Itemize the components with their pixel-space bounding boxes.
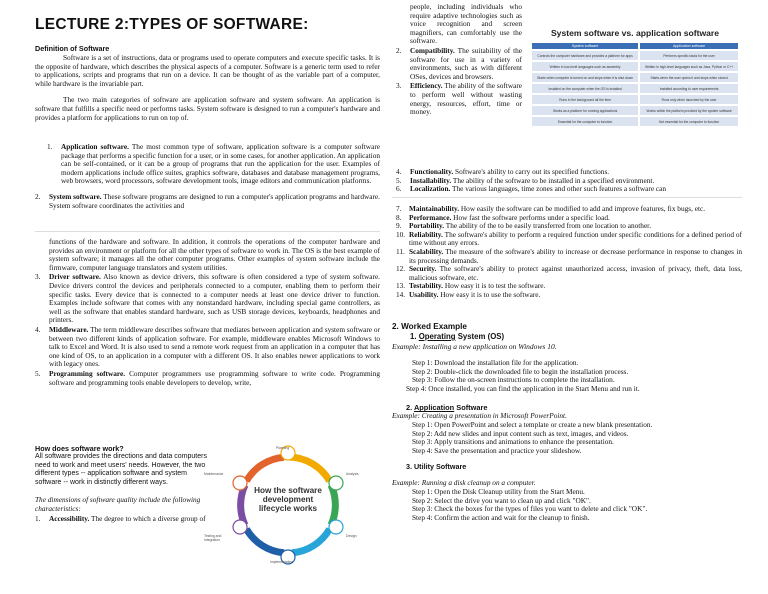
definition-heading: Definition of Software — [35, 44, 110, 53]
step: Step 2: Double-click the downloaded file to begin the installation process. — [412, 366, 629, 376]
item-text: The suitability of the software for use in a variety of environments, such as with different OSes, devices and browsers. — [410, 45, 523, 81]
quality-intro: The dimensions of software quality include the following characteristics: — [35, 495, 201, 513]
table-row: Works as a platform for running applications Works within the platform provided by the system software — [532, 106, 738, 115]
item-text: The ability of the software to perform well without wasting energy, resources, effort, time or money. — [410, 81, 522, 117]
sdlc-diagram — [198, 442, 378, 567]
item-term: Localization. — [410, 185, 451, 194]
worked-example-section — [392, 322, 742, 522]
item-text: How easy it is to use the software. — [440, 289, 541, 299]
definition-section — [35, 44, 380, 122]
figure-title: System software vs. application software — [550, 28, 720, 38]
design-arc — [292, 529, 330, 553]
sdlc-label-testing: Testing and Integration — [204, 534, 222, 542]
item-term: Performance. — [409, 212, 452, 222]
sdlc-label-implementation: Implementation — [270, 560, 294, 564]
os-example: Example: Installing a new application on Windows 10. — [392, 342, 557, 351]
implementation-arc — [246, 529, 284, 553]
table-row: Starts when computer is turned on and stops when it is shut down Starts when the user opens it and stops when closed — [532, 73, 738, 82]
list-item: 8. Performance. How fast the software performs under a specific load. — [396, 212, 610, 222]
item-term: Installability. — [410, 175, 452, 185]
list-item: 14. Usability. How easy it is to use the software. — [396, 289, 541, 299]
app-heading: 2. Application Software — [406, 403, 488, 413]
item-text: The various languages, time zones and other such features a software can — [452, 185, 667, 194]
definition-paragraph-1: Software is a set of instructions, data or programs used to operate computers and execute specific tasks. It is the opposite of hardware, which describes the physical aspects of a computer. Software is a generic term used to refer to applications, scripts and programs that run on a device. It can be thought of as the variable part of a computer, while hardware is the invariable part. — [35, 53, 380, 88]
testing-icon — [233, 520, 247, 534]
software-types-list-continued — [35, 238, 380, 387]
page-break — [35, 231, 380, 232]
item-text: Software's ability to carry out its specified functions. — [455, 167, 610, 176]
item-term: System software. — [49, 191, 102, 201]
list-item: 7. Maintainability. How easily the software can be modified to add and improve features, fix bugs, etc. — [396, 204, 706, 213]
table-row: Written in low-level languages such as assembly Written in high-level languages such as Java, Python or C++ — [532, 62, 738, 71]
table-row: Essential for the computer to function Not essential for the computer to function — [532, 117, 738, 126]
quality-list-part-2 — [396, 205, 742, 300]
how-software-works-section — [35, 444, 207, 523]
app-example: Example: Creating a presentation in Microsoft PowerPoint. — [392, 411, 567, 421]
worked-example-heading: 2. Worked Example — [392, 322, 467, 331]
utility-example: Example: Running a disk cleanup on a computer. — [392, 478, 536, 488]
list-item — [35, 238, 380, 272]
step: Step 3: Apply transitions and animations to enhance the presentation. — [412, 437, 614, 447]
software-types-list — [35, 143, 380, 210]
list-item: 10. Reliability. The software's ability to perform a required function under specific conditions for a defined period of time without any errors. — [396, 229, 742, 248]
step: Step 4: Save the presentation and practice your slideshow. — [412, 445, 582, 455]
list-item: 2. Compatibility. The suitability of the software for use in a variety of environments, such as with different OSes, devices and browsers. — [396, 45, 523, 81]
list-item: 1. Accessibility. The degree to which a diverse group of — [35, 513, 206, 523]
item-text: The software's ability to perform a required function under specific conditions for a defined period of time without any errors. — [409, 229, 742, 248]
col-system-header: System software — [532, 43, 638, 49]
list-item: 2. System software. These software programs are designed to run a computer's application programs and hardware. System software coordinates the activities and — [35, 191, 380, 210]
step: Step 1: Open the Disk Cleanup utility from the Start Menu. — [412, 486, 585, 496]
list-item: 1. Application software. The most common type of software, application software is a computer software package that performs a specific function for a user, or in some cases, for another application. An application can be self-contained, or it can be a group of programs that run the application for the user. Examples of modern applications include office suites, graphics software, databases and database management programs, web browsers, word processors, software development tools, image editors and communication platforms. — [47, 142, 380, 186]
page-title: LECTURE 2:TYPES OF SOFTWARE: — [35, 16, 309, 33]
item-text: The ability of the software to be installed in a specified environment. — [452, 175, 655, 185]
maintenance-arc — [246, 457, 284, 481]
sdlc-label-analysis: Analysis — [346, 472, 359, 476]
item-text: The term middleware describes software that mediates between application and system software or between two different kinds of application software. For example, middleware enables Microsoft Windows to talk to Excel and Word. It is also used to send a remote work request from an application in a computer that has one kind of OS, to an application in a computer with a different OS. It also enables newer applications to work with legacy ones. — [49, 324, 380, 369]
item-text: Also known as device drivers, this software is often considered a type of system software. Device drivers control the devices and peripherals connected to a computer, enabling them to perform their specific tasks. Every device that is connected to a computer needs at least one device driver to function. Examples include software that comes with any nonstandard hardware, including special game controllers, as well as the software that enables standard hardware, such as USB storage devices, keyboards, headphones and printers. — [49, 272, 381, 325]
item-term: Scalability. — [409, 246, 444, 256]
table-row: Installed on the computer when the OS is installed Installed according to user requirements — [532, 84, 738, 93]
utility-steps — [392, 488, 742, 522]
list-item: 13. Testability. How easy it is to test the software. — [396, 281, 546, 291]
item-text: The ability of the to be easily transferred from one location to another. — [445, 221, 652, 231]
item-text: Computer programmers use programming software to write code. Programming software and programming tools enable developers to develop, write, — [49, 368, 380, 387]
utility-heading: 3. Utility Software — [406, 462, 467, 472]
step: Step 2: Add new slides and input content such as text, images, and videos. — [412, 428, 629, 438]
testing-arc — [241, 485, 245, 525]
sdlc-label-maintenance: Maintenance — [204, 472, 224, 476]
item-text: How fast the software performs under a specific load. — [453, 212, 610, 222]
item-term: Efficiency. — [410, 81, 443, 91]
item-text: functions of the hardware and software. In addition, it controls the operations of the computer hardware and provides an environment or platform for all the other types of software to work in. The OS is the best example of system software; it manages all the other computer programs. Other examples of system software include the firmware, computer language translators and system utilities. — [49, 237, 380, 272]
item-term: Portability. — [409, 221, 445, 231]
accessibility-continuation: people, including individuals who require adaptive technologies such as voice recognition and screen magnifiers, can comfortably use the software. — [410, 2, 522, 46]
col-application-header: Application software — [640, 43, 738, 49]
page-break-right — [392, 197, 742, 198]
item-text: The measure of the software's ability to increase or decrease performance in response to changes in its processing demands. — [409, 246, 742, 265]
sdlc-center-label: How the software development lifecycle works — [254, 486, 322, 513]
quality-list-continued — [396, 3, 522, 117]
list-item: 11. Scalability. The measure of the software's ability to increase or decrease performance in response to changes in its processing demands. — [396, 246, 742, 265]
list-item: 4. Middleware. The term middleware describes software that mediates between application and system software or between two different kinds of application software. For example, middleware enables Microsoft Windows to talk to Excel and Word. It is also used to send a remote work request from an application in a computer that has one kind of OS, to an application in a computer with a different OS. It also enables newer applications to work with legacy ones. — [35, 324, 380, 369]
item-term: Driver software. — [49, 272, 101, 282]
analysis-icon — [329, 476, 343, 490]
item-term: Middleware. — [49, 324, 89, 334]
item-term: Programming software. — [49, 368, 126, 378]
definition-paragraph-2: The two main categories of software are application software and system software. An application is software that fulfills a specific need or performs tasks. System software is designed to run a computer's hardware and provides a platform for applications to run on top of. — [35, 95, 380, 122]
os-heading-link[interactable]: Operating — [418, 332, 456, 341]
maintenance-icon — [233, 476, 247, 490]
item-text: How easy it is to test the software. — [444, 281, 546, 291]
list-item: 12. Security. The software's ability to protect against unauthorized access, invasion of privacy, theft, data loss, malicious software, etc. — [396, 264, 742, 282]
planning-arc — [288, 457, 330, 481]
list-item: 3. Driver software. Also known as device drivers, this software is often considered a type of system software. Device drivers control the devices and peripherals connected to a computer, enabling them to perform their specific tasks. Every device that is connected to a computer needs at least one device driver to function. Examples include software that comes with any nonstandard hardware, including special game controllers, as well as the software that enables standard hardware, such as USB storage devices, keyboards, headphones and printers. — [35, 272, 381, 325]
item-term: Security. — [409, 264, 437, 274]
item-term: Compatibility. — [410, 45, 455, 55]
item-text: The software's ability to protect against unauthorized access, invasion of privacy, theft, data loss, malicious software, etc. — [409, 264, 742, 282]
os-heading: 1. Operating System (OS) — [410, 332, 505, 341]
list-item: 5. Installability. The ability of the software to be installed in a specified environment. — [396, 175, 655, 185]
quality-list-wide — [396, 168, 742, 194]
step: Step 4: Confirm the action and wait for the cleanup to finish. — [412, 512, 590, 522]
app-heading-link[interactable]: Application — [413, 403, 455, 413]
how-works-text: All software provides the directions and data computers need to work and meet users' needs. However, the two different types -- application software and system software -- work in distinctly different ways. — [35, 453, 207, 486]
design-icon — [329, 520, 343, 534]
how-works-heading: How does software work? — [35, 444, 124, 453]
list-item: 3. Efficiency. The ability of the software to perform well without wasting energy, resources, effort, time or money. — [396, 81, 522, 117]
item-term: Functionality. — [410, 167, 454, 176]
step: Step 1: Download the installation file for the application. — [412, 358, 579, 367]
list-item: 5. Programming software. Computer programmers use programming software to write code. Programming software and programming tools enable developers to develop, write, — [35, 368, 380, 387]
item-term: Usability. — [409, 289, 439, 299]
item-text: The degree to which a diverse group of — [91, 513, 206, 523]
list-item: 6. Localization. The various languages, time zones and other such features a software can — [396, 185, 667, 194]
item-term: Application software. — [61, 142, 129, 151]
step: Step 4: Once installed, you can find the application in the Start Menu and run it. — [406, 383, 640, 393]
analysis-arc — [331, 485, 335, 525]
step: Step 3: Check the boxes for the types of files you want to delete and click "OK". — [412, 504, 648, 514]
list-item: 4. Functionality. Software's ability to carry out its specified functions. — [396, 167, 610, 176]
list-item: 9. Portability. The ability of the to be easily transferred from one location to another. — [396, 221, 652, 231]
step: Step 3: Follow the on-screen instructions to complete the installation. — [412, 375, 615, 385]
system-vs-application-figure — [530, 28, 740, 156]
app-steps — [392, 421, 742, 455]
item-text: These software programs are designed to run a computer's application programs and hardware. System software coordinates the activities and — [49, 191, 380, 210]
item-text: How easily the software can be modified to add and improve features, fix bugs, etc. — [460, 204, 706, 213]
step: Step 1: Open PowerPoint and select a template or create a new blank presentation. — [412, 419, 653, 429]
os-steps — [392, 359, 742, 385]
item-term: Testability. — [409, 281, 443, 291]
item-text: The most common type of software, application software is a computer software package that performs a specific function for a user, or in some cases, for another application. An application can be self-contained, or it can be a group of programs that run the application for the user. Examples of modern applications include office suites, graphics software, databases and database management programs, web browsers, word processors, software development tools, image editors and communication platforms. — [61, 142, 380, 186]
sdlc-label-planning: Planning — [276, 446, 290, 450]
item-term: Reliability. — [409, 229, 443, 239]
table-row: Controls the computer hardware and provides a platform for apps Performs specific tasks for the user — [532, 51, 738, 60]
item-term: Accessibility. — [49, 513, 90, 523]
table-header-row — [532, 43, 738, 49]
step: Step 2: Select the drive you want to clean up and click "OK". — [412, 495, 591, 505]
comparison-table — [530, 41, 740, 128]
item-term: Maintainability. — [409, 204, 460, 213]
table-row: Runs in the background all the time Runs only when launched by the user — [532, 95, 738, 104]
sdlc-label-design: Design — [346, 534, 357, 538]
